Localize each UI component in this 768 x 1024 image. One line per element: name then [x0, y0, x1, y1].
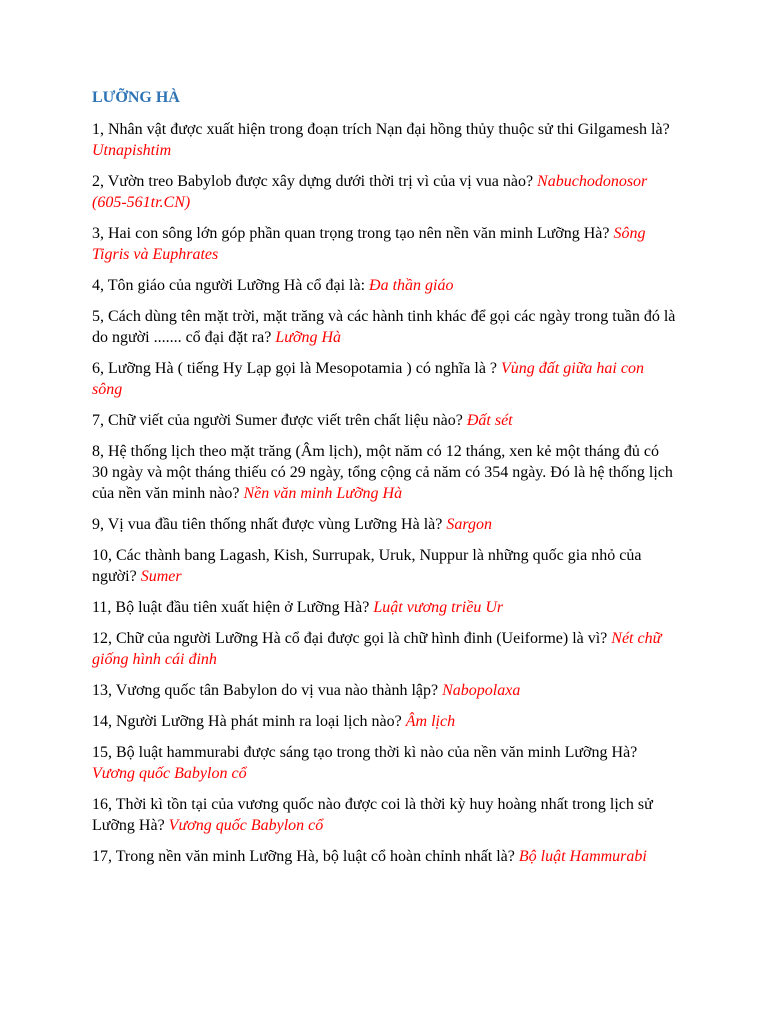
answer-text: Bộ luật Hammurabi: [518, 848, 647, 865]
answer-text: Nabopolaxa: [442, 682, 521, 699]
qa-item: [92, 514, 676, 535]
answer-text: Sumer: [140, 568, 182, 585]
answer-text: Luật vương triều Ur: [373, 599, 504, 616]
qa-item: [92, 597, 676, 618]
qa-item: [92, 628, 676, 670]
question-text: 10, Các thành bang Lagash, Kish, Surrupak, Uruk, Nuppur là những quốc gia nhỏ của người?: [92, 547, 642, 585]
answer-text: Utnapishtim: [92, 142, 172, 159]
answer-text: Sông Tigris và Euphrates: [92, 225, 646, 263]
answer-text: Đa thần giáo: [369, 277, 454, 294]
qa-item: [92, 711, 676, 732]
qa-item: [92, 410, 676, 431]
answer-text: Vùng đất giữa hai con sông: [92, 360, 644, 398]
question-text: 14, Người Lưỡng Hà phát minh ra loại lịch nào?: [92, 713, 406, 730]
question-text: 3, Hai con sông lớn góp phần quan trọng trong tạo nên nền văn minh Lưỡng Hà?: [92, 225, 614, 242]
question-text: 15, Bộ luật hammurabi được sáng tạo trong thời kì nào của nền văn minh Lưỡng Hà?: [92, 744, 638, 761]
question-text: 7, Chữ viết của người Sumer được viết trên chất liệu nào?: [92, 412, 467, 429]
answer-text: Vương quốc Babylon cổ: [92, 765, 247, 782]
question-text: 11, Bộ luật đầu tiên xuất hiện ở Lưỡng Hà?: [92, 599, 374, 616]
qa-item: [92, 846, 676, 867]
qa-item: [92, 358, 676, 400]
qa-item: [92, 275, 676, 296]
question-text: 4, Tôn giáo của người Lưỡng Hà cổ đại là:: [92, 277, 370, 294]
question-text: 12, Chữ của người Lưỡng Hà cổ đại được gọi là chữ hình đinh (Ueiforme) là vì?: [92, 630, 612, 647]
qa-item: [92, 545, 676, 587]
qa-item: [92, 742, 676, 784]
question-text: 6, Lưỡng Hà ( tiếng Hy Lạp gọi là Mesopotamia ) có nghĩa là ?: [92, 360, 502, 377]
question-text: 13, Vương quốc tân Babylon do vị vua nào thành lập?: [92, 682, 443, 699]
qa-item: [92, 171, 676, 213]
question-text: 2, Vườn treo Babylob được xây dựng dưới thời trị vì của vị vua nào?: [92, 173, 538, 190]
question-text: 17, Trong nền văn minh Lưỡng Hà, bộ luật cổ hoàn chỉnh nhất là?: [92, 848, 519, 865]
answer-text: Nét chữ giống hình cái đinh: [92, 630, 662, 668]
question-text: 16, Thời kì tồn tại của vương quốc nào được coi là thời kỳ huy hoàng nhất trong lịch sử Lưỡng Hà?: [92, 796, 653, 834]
qa-item: [92, 306, 676, 348]
qa-item: [92, 794, 676, 836]
question-text: 9, Vị vua đầu tiên thống nhất được vùng Lưỡng Hà là?: [92, 516, 447, 533]
answer-text: Vương quốc Babylon cổ: [168, 817, 324, 834]
qa-item: [92, 441, 676, 504]
answer-text: Sargon: [446, 516, 492, 533]
qa-item: [92, 223, 676, 265]
qa-item: [92, 119, 676, 161]
qa-item: [92, 680, 676, 701]
document-title: LƯỠNG HÀ: [92, 89, 180, 106]
answer-text: Nền văn minh Lưỡng Hà: [243, 485, 403, 502]
answer-text: Âm lịch: [405, 713, 456, 730]
question-text: 8, Hệ thống lịch theo mặt trăng (Âm lịch), một năm có 12 tháng, xen kẻ một tháng đủ có 30 ngày và một tháng thiếu có 29 ngày, tổng cộng cả năm có 354 ngày. Đó là hệ thống lịch của nền văn minh nào?: [92, 443, 673, 502]
answer-text: Lưỡng Hà: [275, 329, 342, 346]
question-text: 1, Nhân vật được xuất hiện trong đoạn trích Nạn đại hồng thủy thuộc sử thi Gilgamesh là?: [92, 121, 670, 138]
answer-text: Đất sét: [466, 412, 513, 429]
question-text: 5, Cách dùng tên mặt trời, mặt trăng và các hành tinh khác để gọi các ngày trong tuần đó là do người ....... cổ đại đặt ra?: [92, 308, 676, 346]
answer-text: Nabuchodonosor (605-561tr.CN): [92, 173, 648, 211]
